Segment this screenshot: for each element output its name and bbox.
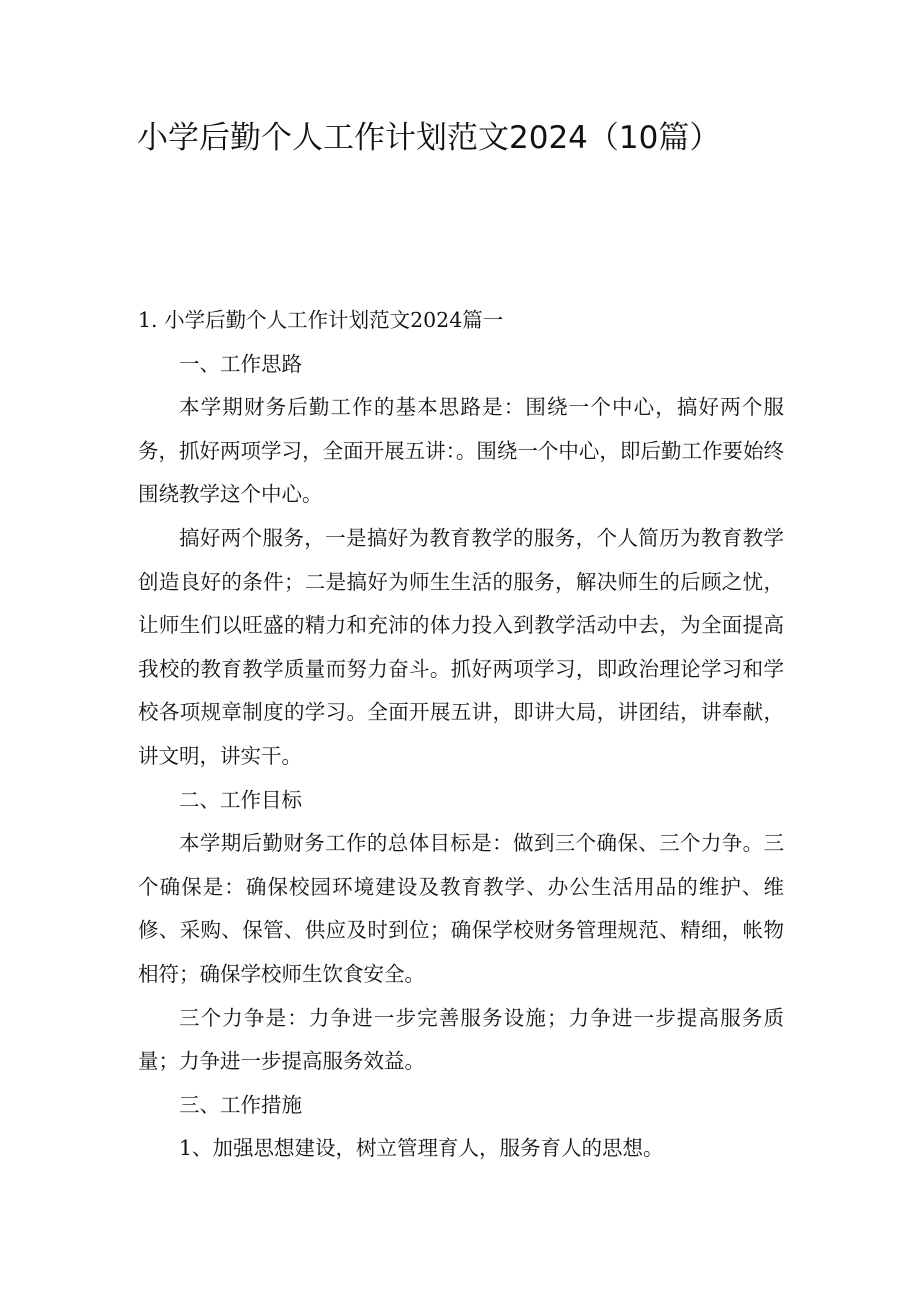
- paragraph-measure-1: 1、加强思想建设，树立管理育人，服务育人的思想。: [179, 1136, 664, 1161]
- heading-work-approach: 一、工作思路: [179, 351, 302, 376]
- heading-work-goals: 二、工作目标: [179, 787, 302, 812]
- paragraph-work-approach: 本学期财务后勤工作的基本思路是：围绕一个中心，搞好两个服务，抓好两项学习，全面开展五讲：。围绕一个中心，即后勤工作要始终围绕教学这个中心。: [138, 395, 784, 507]
- paragraph-work-goals: 本学期后勤财务工作的总体目标是：做到三个确保、三个力争。三个确保是：确保校园环境建设及教育教学、办公生活用品的维护、维修、采购、保管、供应及时到位；确保学校财务管理规范、精细，帐物相符；确保学校师生饮食安全。: [138, 831, 784, 986]
- document-body: [138, 299, 784, 1171]
- paragraph-two-services: 搞好两个服务，一是搞好为教育教学的服务，个人简历为教育教学创造良好的条件；二是搞好为师生生活的服务，解决师生的后顾之忧，让师生们以旺盛的精力和充沛的体力投入到教学活动中去，为全面提高我校的教育教学质量而努力奋斗。抓好两项学习，即政治理论学习和学校各项规章制度的学习。全面开展五讲，即讲大局，讲团结，讲奉献，讲文明，讲实干。: [138, 525, 784, 768]
- document-title: 小学后勤个人工作计划范文2024（10篇）: [137, 120, 721, 156]
- section-heading: 1. 小学后勤个人工作计划范文2024篇一: [138, 308, 504, 332]
- heading-work-measures: 三、工作措施: [179, 1092, 302, 1117]
- paragraph-three-efforts: 三个力争是：力争进一步完善服务设施；力争进一步提高服务质量；力争进一步提高服务效益。: [138, 1005, 784, 1074]
